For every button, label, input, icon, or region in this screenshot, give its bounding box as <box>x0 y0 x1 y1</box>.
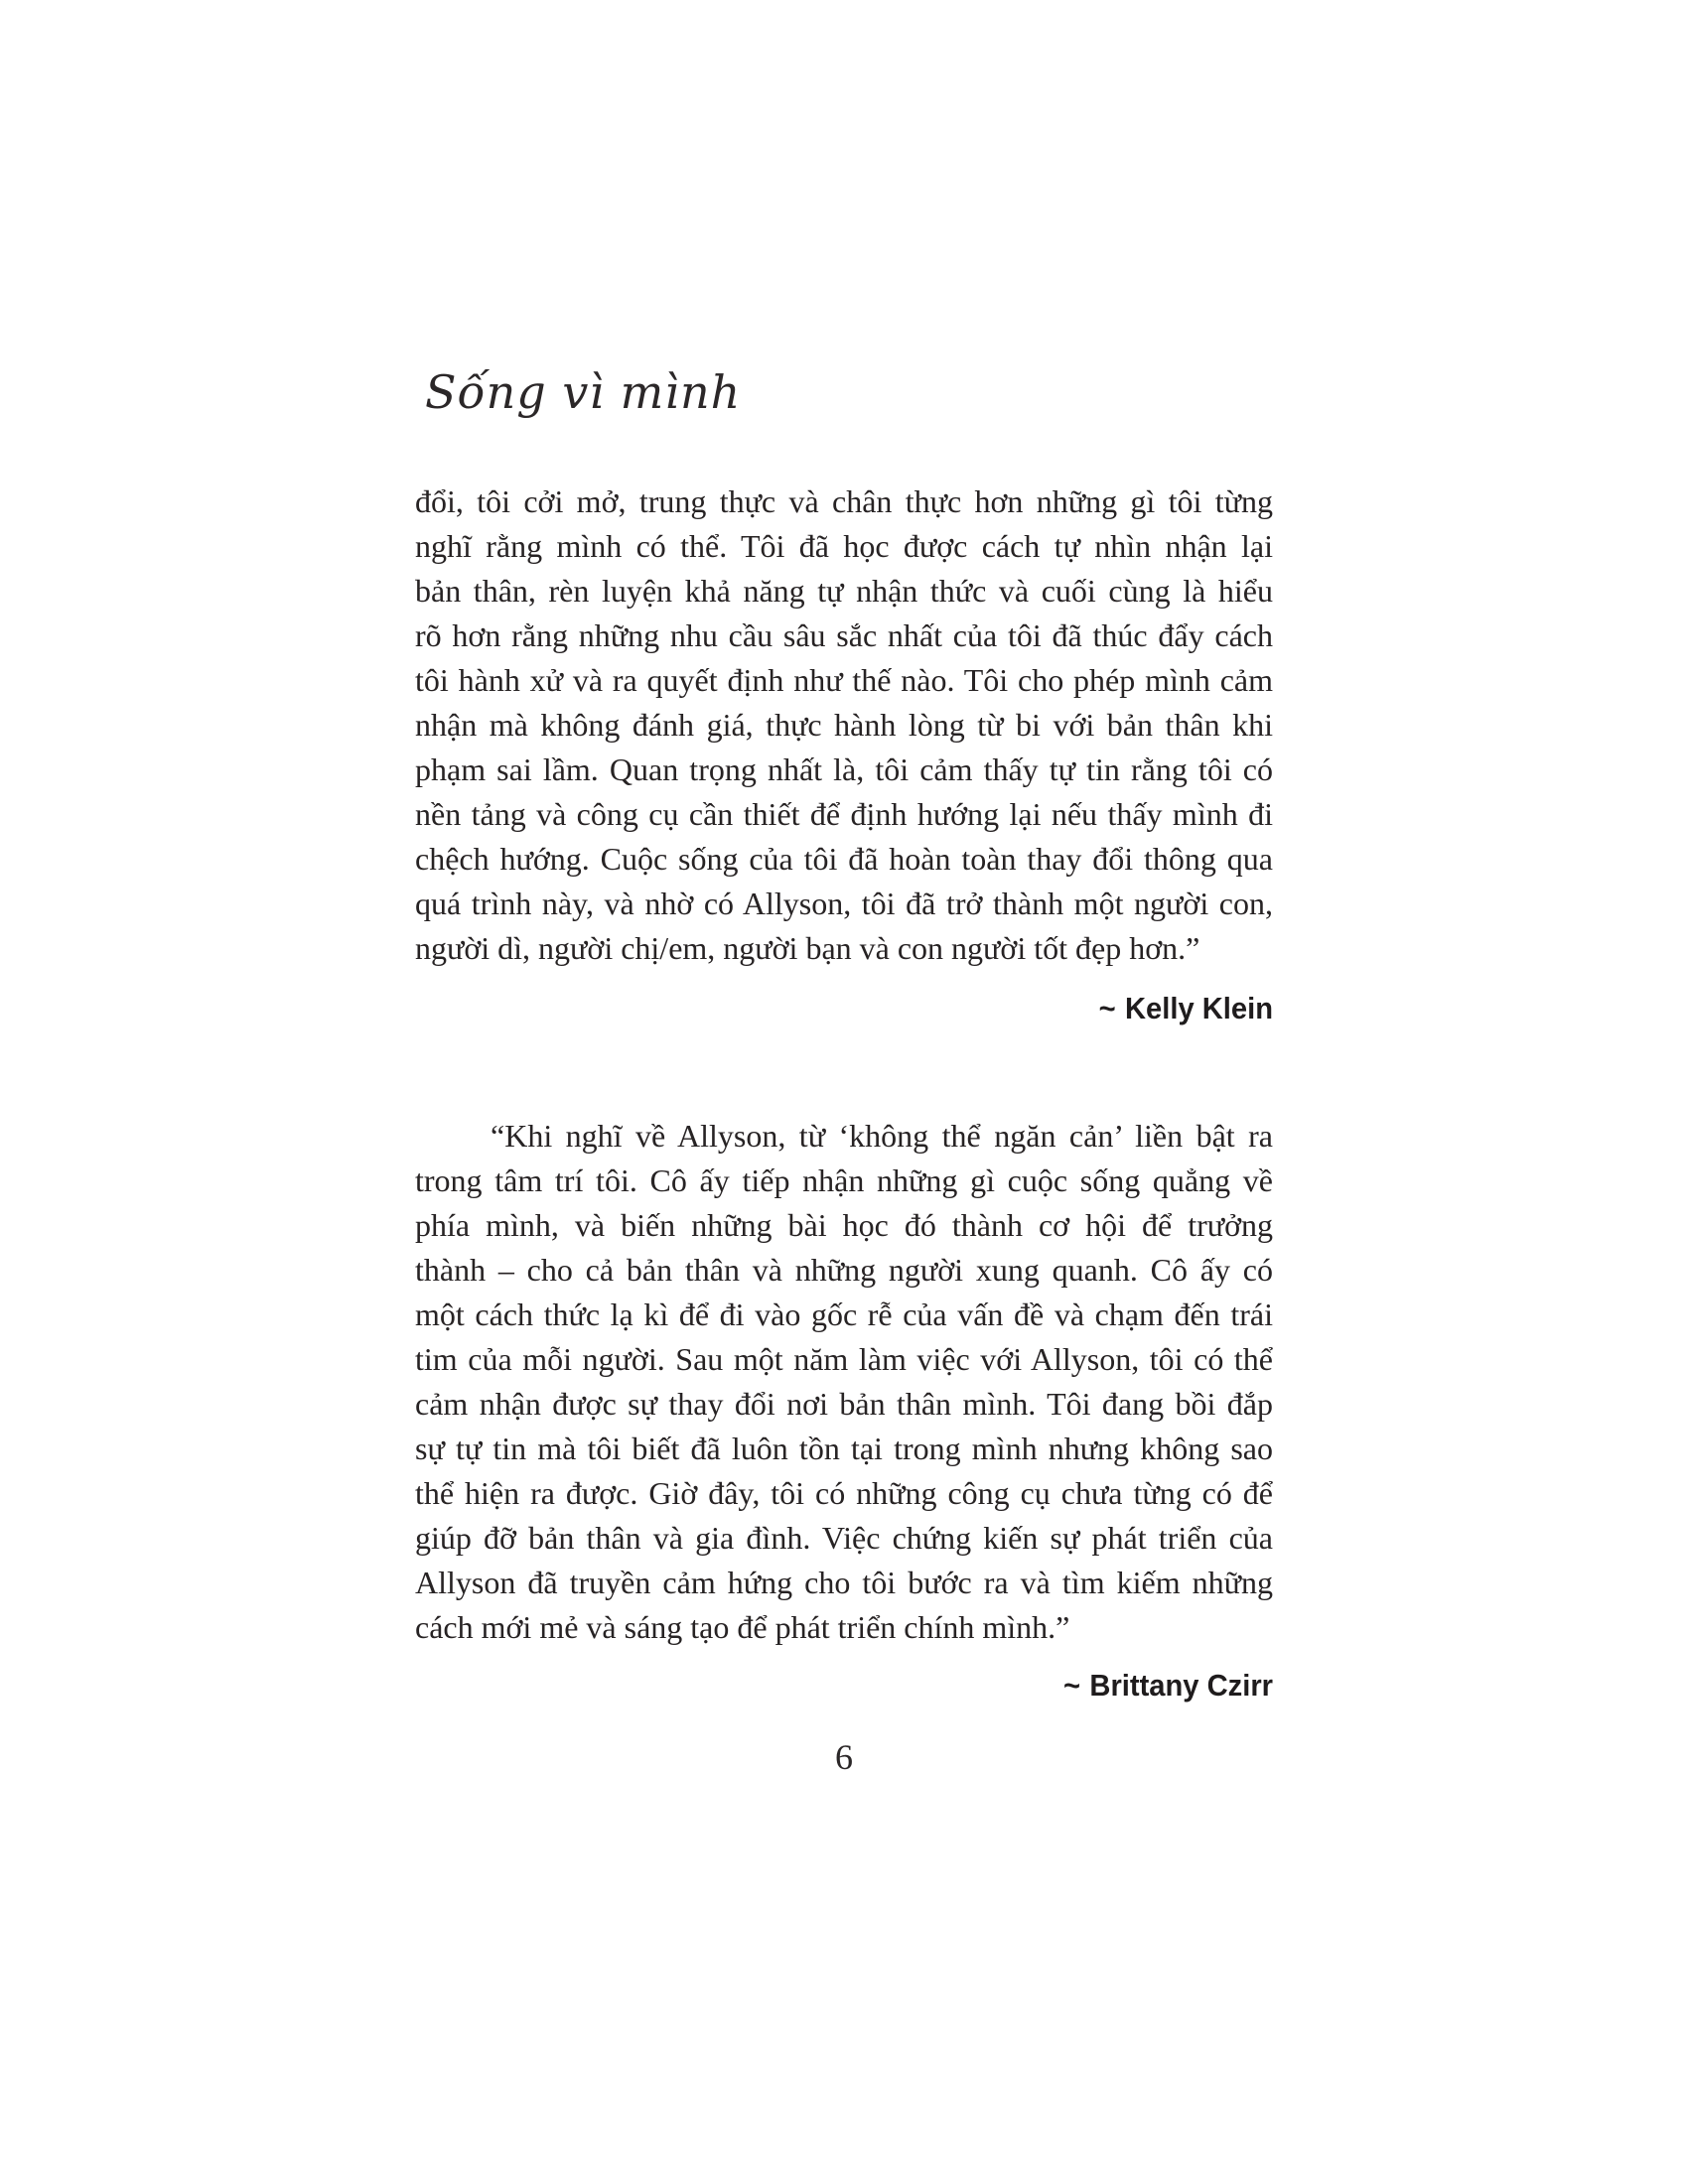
testimonial-brittany-block <box>415 1114 1273 1650</box>
text-line: tim của mỗi người. Sau một năm làm việc với Allyson, tôi có thể <box>415 1341 1273 1377</box>
attribution-kelly <box>467 991 1273 1026</box>
text-line: người dì, người chị/em, người bạn và con người tốt đẹp hơn.” <box>415 930 1200 966</box>
text-line: trong tâm trí tôi. Cô ấy tiếp nhận những gì cuộc sống quẳng về <box>415 1162 1273 1198</box>
testimonial-kelly-text <box>415 479 1273 971</box>
text-line: tôi hành xử và ra quyết định như thế nào. Tôi cho phép mình cảm <box>415 662 1273 698</box>
text-line: cách mới mẻ và sáng tạo để phát triển chính mình.” <box>415 1609 1070 1645</box>
text-line: sự tự tin mà tôi biết đã luôn tồn tại trong mình nhưng không sao <box>415 1431 1273 1466</box>
text-line: nền tảng và công cụ cần thiết để định hướng lại nếu thấy mình đi <box>415 796 1273 832</box>
page-number: 6 <box>835 1737 853 1777</box>
attribution-brittany <box>467 1668 1273 1704</box>
text-line: “Khi nghĩ về Allyson, từ ‘không thể ngăn cản’ liền bật ra <box>491 1118 1273 1154</box>
text-line: một cách thức lạ kì để đi vào gốc rễ của vấn đề và chạm đến trái <box>415 1297 1273 1332</box>
attribution-dash: ~ <box>1062 1668 1081 1703</box>
text-line: nghĩ rằng mình có thể. Tôi đã học được cách tự nhìn nhận lại <box>415 528 1273 564</box>
attribution-name: Brittany Czirr <box>1089 1668 1273 1703</box>
text-line: thành – cho cả bản thân và những người xung quanh. Cô ấy có <box>415 1252 1273 1288</box>
text-line: phạm sai lầm. Quan trọng nhất là, tôi cảm thấy tự tin rằng tôi có <box>415 751 1273 787</box>
testimonial-kelly-block <box>415 479 1273 971</box>
attribution-dash: ~ <box>1098 991 1116 1025</box>
attribution-name: Kelly Klein <box>1125 991 1273 1025</box>
text-line: chệch hướng. Cuộc sống của tôi đã hoàn toàn thay đổi thông qua <box>415 841 1273 877</box>
text-line: thể hiện ra được. Giờ đây, tôi có những công cụ chưa từng có để <box>415 1475 1273 1511</box>
text-line: quá trình này, và nhờ có Allyson, tôi đã trở thành một người con, <box>415 886 1273 921</box>
text-line: phía mình, và biến những bài học đó thành cơ hội để trưởng <box>415 1207 1273 1243</box>
text-line: cảm nhận được sự thay đổi nơi bản thân mình. Tôi đang bồi đắp <box>415 1386 1273 1422</box>
text-line: đổi, tôi cởi mở, trung thực và chân thực hơn những gì tôi từng <box>415 483 1273 519</box>
text-line: rõ hơn rằng những nhu cầu sâu sắc nhất của tôi đã thúc đẩy cách <box>415 617 1273 653</box>
text-line: giúp đỡ bản thân và gia đình. Việc chứng kiến sự phát triển của <box>415 1520 1273 1556</box>
text-line: nhận mà không đánh giá, thực hành lòng từ bi với bản thân khi <box>415 707 1273 743</box>
text-line: Allyson đã truyền cảm hứng cho tôi bước ra và tìm kiếm những <box>415 1565 1273 1600</box>
text-line: bản thân, rèn luyện khả năng tự nhận thức và cuối cùng là hiểu <box>415 573 1273 609</box>
running-header: Sống vì mình <box>425 365 742 419</box>
testimonial-brittany-text <box>415 1114 1273 1650</box>
